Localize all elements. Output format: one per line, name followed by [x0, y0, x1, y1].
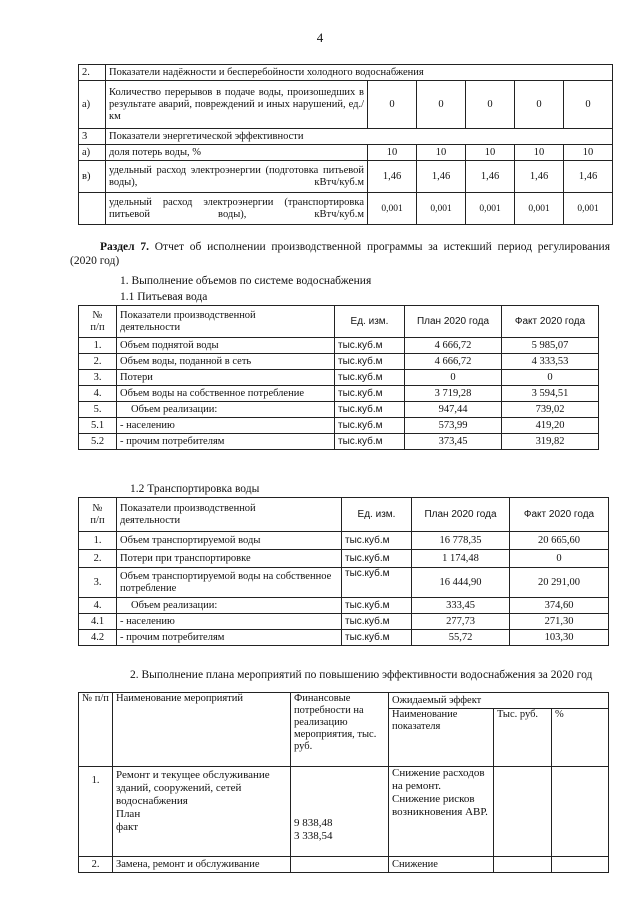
indicator-name: удельный расход электроэнергии (подготовка питьевой воды), кВтч/куб.м	[106, 161, 368, 193]
table-row	[79, 354, 599, 370]
header-cell: Финансовые потребности на реализацию мероприятия, тыс. руб.	[291, 693, 389, 767]
table-row	[79, 630, 609, 646]
table-row	[79, 418, 599, 434]
header-cell: %	[552, 709, 609, 767]
value-cell: 1,46	[515, 161, 564, 193]
unit-cell: тыс.куб.м	[335, 434, 405, 450]
table-row	[79, 550, 609, 568]
section-label: Раздел 7.	[100, 241, 149, 253]
subheading: 1.2 Транспортировка воды	[130, 483, 260, 495]
header-cell: Факт 2020 года	[502, 306, 599, 338]
plan-cell: 16 778,35	[412, 532, 510, 550]
header-cell: Показатели производственной деятельности	[117, 306, 335, 338]
indicator-name: - прочим потребителям	[117, 434, 335, 450]
fact-cell: 4 333,53	[502, 354, 599, 370]
header-cell: Показатели производственной деятельности	[117, 498, 342, 532]
table-row	[79, 532, 609, 550]
fact-cell: 739,02	[502, 402, 599, 418]
row-number: 4.	[79, 598, 117, 614]
header-cell: Наименование мероприятий	[113, 693, 291, 767]
fact-cell: 5 985,07	[502, 338, 599, 354]
table-row	[79, 65, 613, 81]
page-number: 4	[316, 30, 324, 45]
table-row	[79, 568, 609, 598]
plan-cell: 0	[405, 370, 502, 386]
plan-label: План	[116, 808, 141, 820]
row-number: 1.	[79, 338, 117, 354]
section-heading: Показатели энергетической эффективности	[106, 129, 613, 145]
subheading: 1.1 Питьевая вода	[120, 291, 208, 303]
plan-cell: 373,45	[405, 434, 502, 450]
row-number: 5.	[79, 402, 117, 418]
value-cell: 10	[515, 145, 564, 161]
rub-cell	[494, 767, 552, 857]
value-cell: 0,001	[417, 193, 466, 225]
header-cell: План 2020 года	[405, 306, 502, 338]
value-cell: 0,001	[515, 193, 564, 225]
value-cell: 10	[368, 145, 417, 161]
plan-cell: 16 444,90	[412, 568, 510, 598]
indicator-name: доля потерь воды, %	[106, 145, 368, 161]
value-cell: 0,001	[466, 193, 515, 225]
row-number: 4.	[79, 386, 117, 402]
unit-cell: тыс.куб.м	[342, 614, 412, 630]
fact-value: 3 338,54	[294, 830, 333, 842]
section-heading: Показатели надёжности и бесперебойности холодного водоснабжения	[106, 65, 613, 81]
indicator-name: - прочим потребителям	[117, 630, 342, 646]
fact-cell: 419,20	[502, 418, 599, 434]
row-number: 4.2	[79, 630, 117, 646]
header-cell: План 2020 года	[412, 498, 510, 532]
unit-cell: тыс.куб.м	[342, 550, 412, 568]
table-header-row	[79, 693, 609, 709]
unit-cell: тыс.куб.м	[335, 386, 405, 402]
value-cell: 10	[417, 145, 466, 161]
plan-cell: 573,99	[405, 418, 502, 434]
water-transport-table	[78, 497, 609, 646]
table-row	[79, 434, 599, 450]
plan-cell: 277,73	[412, 614, 510, 630]
value-cell: 0	[417, 81, 466, 129]
value-cell: 0	[466, 81, 515, 129]
row-number: 2.	[79, 65, 106, 81]
indicator-name: Объем реализации:	[117, 402, 335, 418]
indicator-name: - населению	[117, 614, 342, 630]
unit-cell: тыс.куб.м	[335, 338, 405, 354]
indicator-name: Потери	[117, 370, 335, 386]
unit-cell: тыс.куб.м	[335, 354, 405, 370]
table-row	[79, 386, 599, 402]
table-header-row	[79, 306, 599, 338]
row-number: 4.1	[79, 614, 117, 630]
table-row	[79, 402, 599, 418]
header-cell: Ед. изм.	[342, 498, 412, 532]
row-number: а)	[79, 81, 106, 129]
section-title: Отчет об исполнении производственной программы за истекший период регулирования (2020 год)	[70, 241, 611, 267]
header-cell: № п/п	[79, 693, 113, 767]
measure-title: Ремонт и текущее обслуживание зданий, сооружений, сетей водоснабжения	[116, 769, 270, 807]
indicator-name: удельный расход электроэнергии (транспортировка питьевой воды), кВтч/куб.м	[106, 193, 368, 225]
unit-cell: тыс.куб.м	[335, 370, 405, 386]
row-number: 2.	[79, 857, 113, 873]
table-row	[79, 767, 609, 857]
fact-cell: 271,30	[510, 614, 609, 630]
plan-cell: 947,44	[405, 402, 502, 418]
value-cell: 0	[564, 81, 613, 129]
finance-cell	[291, 767, 389, 857]
subheading: 1. Выполнение объемов по системе водоснабжения	[120, 275, 372, 287]
table-row	[79, 857, 609, 873]
unit-cell: тыс.куб.м	[335, 402, 405, 418]
row-number	[79, 193, 106, 225]
indicator-name: Объем воды, поданной в сеть	[117, 354, 335, 370]
fact-cell: 103,30	[510, 630, 609, 646]
indicator-name: Объем транспортируемой воды на собственное потребление	[117, 568, 342, 598]
header-cell: Ед. изм.	[335, 306, 405, 338]
fact-cell: 319,82	[502, 434, 599, 450]
table-header-row	[79, 498, 609, 532]
measures-table	[78, 692, 609, 873]
indicator-name: Объем поднятой воды	[117, 338, 335, 354]
plan-cell: 333,45	[412, 598, 510, 614]
unit-cell: тыс.куб.м	[342, 568, 412, 598]
pct-cell	[552, 767, 609, 857]
pct-cell	[552, 857, 609, 873]
table-row	[79, 614, 609, 630]
unit-cell: тыс.куб.м	[335, 418, 405, 434]
table-row	[79, 338, 599, 354]
row-number: 5.2	[79, 434, 117, 450]
table-row	[79, 129, 613, 145]
plan-value: 9 838,48	[294, 817, 333, 829]
rub-cell	[494, 857, 552, 873]
row-number: 1.	[79, 767, 113, 857]
header-cell: № п/п	[79, 306, 117, 338]
value-cell: 1,46	[417, 161, 466, 193]
value-cell: 0	[368, 81, 417, 129]
row-number: 3.	[79, 370, 117, 386]
fact-label: факт	[116, 821, 139, 833]
fact-cell: 374,60	[510, 598, 609, 614]
value-cell: 10	[466, 145, 515, 161]
unit-cell: тыс.куб.м	[342, 630, 412, 646]
effect-cell: Снижение	[389, 857, 494, 873]
indicator-name: - населению	[117, 418, 335, 434]
header-cell: Ожидаемый эффект	[389, 693, 609, 709]
table-row	[79, 193, 613, 225]
value-cell: 1,46	[564, 161, 613, 193]
fact-cell: 20 665,60	[510, 532, 609, 550]
unit-cell: тыс.куб.м	[342, 598, 412, 614]
row-number: а)	[79, 145, 106, 161]
fact-cell: 3 594,51	[502, 386, 599, 402]
plan-cell: 3 719,28	[405, 386, 502, 402]
indicator-name: Объем реализации:	[117, 598, 342, 614]
row-number: 2.	[79, 550, 117, 568]
plan-cell: 4 666,72	[405, 338, 502, 354]
row-number: 1.	[79, 532, 117, 550]
unit-cell: тыс.куб.м	[342, 532, 412, 550]
table-row	[79, 145, 613, 161]
row-number: 3.	[79, 568, 117, 598]
plan-cell: 55,72	[412, 630, 510, 646]
row-number: в)	[79, 161, 106, 193]
value-cell: 10	[564, 145, 613, 161]
fact-cell: 0	[502, 370, 599, 386]
indicator-name: Потери при транспортировке	[117, 550, 342, 568]
plan-cell: 1 174,48	[412, 550, 510, 568]
table-row	[79, 81, 613, 129]
indicator-name: Количество перерывов в подаче воды, произошедших в результате аварий, повреждений и иных нарушений, ед./км	[106, 81, 368, 129]
effect-cell: Снижение расходов на ремонт. Снижение рисков возникновения АВР.	[389, 767, 494, 857]
header-cell: Тыс. руб.	[494, 709, 552, 767]
drinking-water-table	[78, 305, 599, 450]
measure-name	[113, 767, 291, 857]
value-cell: 1,46	[466, 161, 515, 193]
row-number: 5.1	[79, 418, 117, 434]
value-cell: 0,001	[564, 193, 613, 225]
table-row	[79, 598, 609, 614]
header-cell: Наименование показателя	[389, 709, 494, 767]
value-cell: 1,46	[368, 161, 417, 193]
fact-cell: 0	[510, 550, 609, 568]
value-cell: 0	[515, 81, 564, 129]
indicators-table	[78, 64, 613, 225]
section-heading	[70, 240, 610, 268]
row-number: 3	[79, 129, 106, 145]
row-number: 2.	[79, 354, 117, 370]
table-row	[79, 370, 599, 386]
subheading: 2. Выполнение плана мероприятий по повышению эффективности водоснабжения за 2020 год	[130, 669, 593, 681]
finance-cell	[291, 857, 389, 873]
header-cell: № п/п	[79, 498, 117, 532]
fact-cell: 20 291,00	[510, 568, 609, 598]
table-row	[79, 161, 613, 193]
measure-name: Замена, ремонт и обслуживание	[113, 857, 291, 873]
plan-cell: 4 666,72	[405, 354, 502, 370]
header-cell: Факт 2020 года	[510, 498, 609, 532]
indicator-name: Объем транспортируемой воды	[117, 532, 342, 550]
indicator-name: Объем воды на собственное потребление	[117, 386, 335, 402]
value-cell: 0,001	[368, 193, 417, 225]
